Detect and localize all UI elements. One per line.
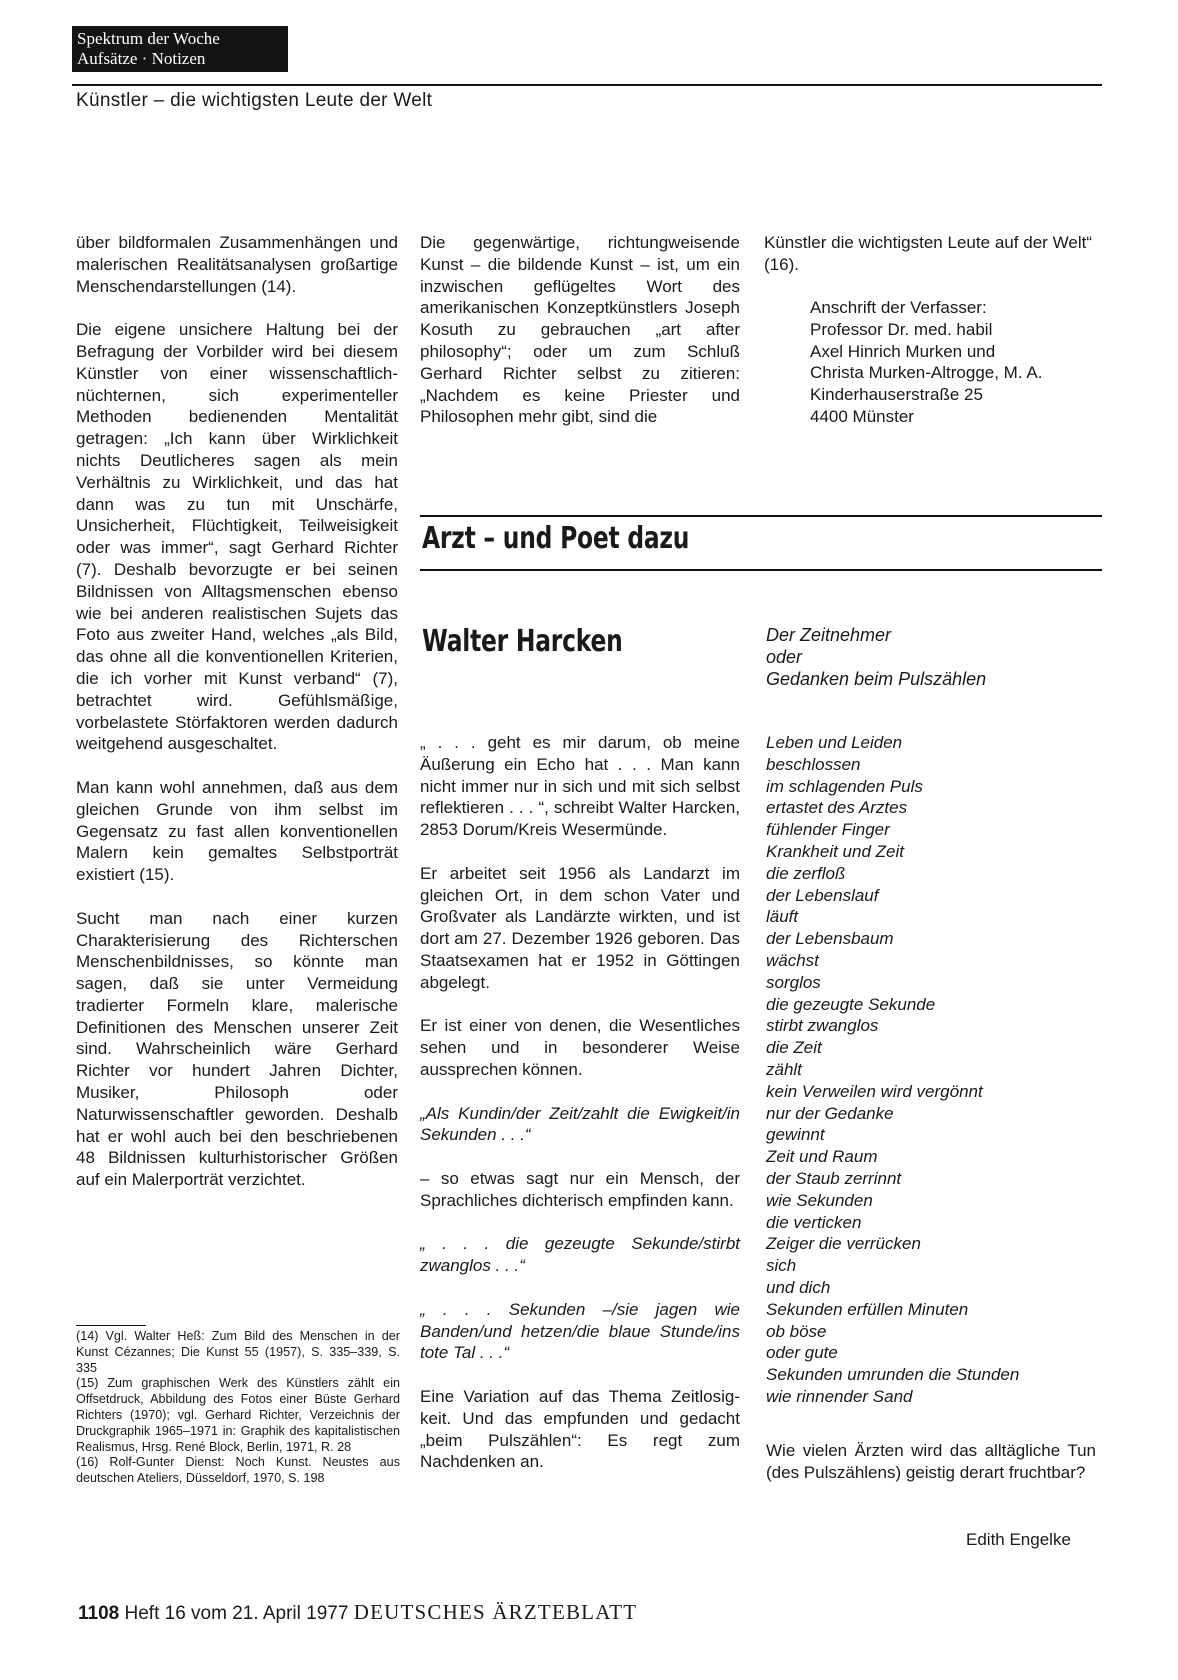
poem-line: Sekunden umrunden die Stunden (766, 1365, 1020, 1385)
poem-line: Leben und Leiden (766, 733, 903, 752)
poem (766, 732, 1019, 1408)
poem-line: wie rinnender Sand (766, 1386, 913, 1406)
poem-line: ertastet des Arztes (766, 798, 908, 818)
paragraph: Künstler die wichtigsten Leute auf der Welt“ (16). (764, 233, 1092, 274)
paragraph: Die gegenwärtige, richtungweisende Kunst – die bildende Kunst – ist, um ein inzwischen geflügeltes Wort des amerikanischen Konzeptkünstlers Joseph Kosuth zu gebrauchen „art after philosophy“; oder um zum Schluß Gerhard Richter selbst zu zitieren: „Nachdem es keine Priester und Philosophen mehr gibt, sind die (420, 233, 740, 427)
author-signature: Edith Engelke (966, 1530, 1071, 1549)
poem-line: der Lebensbaum (766, 929, 894, 949)
address-line: Christa Murken-Altrogge, M. A. (810, 363, 1043, 383)
article-column-1 (76, 232, 398, 1213)
poem-line: zählt (766, 1059, 802, 1079)
footnotes (76, 1329, 400, 1487)
paragraph: – so etwas sagt nur ein Mensch, der Sprachliches dichterisch empfinden kann. (420, 1168, 740, 1210)
poem-line: Krankheit und Zeit (766, 841, 904, 861)
paragraph: Sucht man nach einer kurzen Charakterisierung des Richterschen Menschenbildnisses, so könnte man sagen, daß sie unter Vermeidung tradierter Formeln klare, malerische Definitionen des Menschen unserer Zeit sind. Wahrscheinlich wäre Gerhard Richter vor hundert Jahren Dichter, Musiker, Philosoph oder Naturwissenschaftler geworden. Deshalb hat er wohl auch bei den beschriebenen 48 Bildnissen kulturhistorischer Größen auf ein Malerporträt verzichtet. (76, 908, 398, 1190)
address-line: Anschrift der Verfasser: (810, 298, 987, 317)
poem-line: sich (766, 1256, 797, 1276)
paragraph: „ . . . geht es mir darum, ob meine Äußerung ein Echo hat . . . Man kann nicht immer nur in sich und mit sich selbst reflektieren . . . “, schreibt Walter Harcken, 2853 Dorum/Kreis Wesermünde. (420, 733, 740, 840)
poem-line: wie Sekunden (766, 1190, 873, 1210)
footnote-rule (76, 1325, 146, 1326)
poem-line: nur der Gedanke (766, 1103, 894, 1123)
paragraph: Eine Variation auf das Thema Zeitlosig-keit. Und das empfunden und gedacht „beim Pulszählen“: Es regt zum Nachdenken an. (420, 1386, 740, 1472)
footnote: (16) Rolf-Gunter Dienst: Noch Kunst. Neustes aus deutschen Ateliers, Düsseldorf, 1970, S. 198 (76, 1455, 400, 1486)
headline-rule-top (420, 515, 1102, 517)
poem-title-line: oder (766, 647, 803, 667)
footnote: (14) Vgl. Walter Heß: Zum Bild des Menschen in der Kunst Cézannes; Die Kunst 55 (1957), S. 335–339, S. 335 (76, 1329, 400, 1375)
headline-rule-bottom (420, 569, 1102, 571)
address-line: Axel Hinrich Murken und (810, 341, 996, 361)
poem-line: ob böse (766, 1321, 827, 1341)
poem-line: läuft (766, 907, 799, 927)
magazine-name: DEUTSCHES ÄRZTEBLATT (353, 1600, 638, 1624)
article-column-3 (764, 232, 1092, 276)
page-footer (78, 1600, 637, 1625)
poem-line: kein Verweilen wird vergönnt (766, 1081, 983, 1101)
article-column-2 (420, 232, 740, 428)
paragraph: Man kann wohl annehmen, daß aus dem gleichen Grunde von ihm selbst im Gegensatz zu fast allen konventionellen Malern kein gemaltes Selbstporträt existiert (15). (76, 777, 398, 885)
poem-line: die Zeit (766, 1038, 822, 1058)
poem-line: Sekunden erfüllen Minuten (766, 1299, 969, 1319)
address-line: 4400 Münster (810, 406, 914, 426)
poem-line: oder gute (766, 1343, 838, 1363)
poet-name: Walter Harcken (422, 624, 623, 659)
paragraph: Er arbeitet seit 1956 als Landarzt im gleichen Ort, in dem schon Vater und Großvater als Landärzte wirkten, und ist dort am 27. Dezember 1926 geboren. Das Staatsexamen hat er 1952 in Göttingen abgelegt. (420, 863, 740, 992)
poem-line: beschlossen (766, 754, 861, 774)
footnote: (15) Zum graphischen Werk des Künstlers zählt ein Offsetdruck, Abbildung des Fotos einer Büste Gerhard Richters (1970); vgl. Gerhard Richter, Verzeichnis der Druckgraphik 1965–1971 in: Graphik des kapitalistischen Realismus, Hrsg. René Block, Berlin, 1971, R. 28 (76, 1376, 400, 1454)
article-headline: Arzt – und Poet dazu (422, 521, 690, 556)
poem-quote: „ . . . die gezeugte Sekunde/stirbt zwanglos . . .“ (420, 1234, 740, 1276)
address-line: Kinderhauserstraße 25 (810, 385, 983, 405)
running-title: Künstler – die wichtigsten Leute der Welt (76, 90, 433, 111)
poem-line: Zeiger die verrücken (766, 1234, 921, 1254)
poem-line: sorglos (766, 972, 821, 992)
section-sublabel: Aufsätze · Notizen (77, 49, 206, 68)
paragraph: Wie vielen Ärzten wird das alltägliche Tun (des Pulszählens) geistig derart fruchtbar? (766, 1441, 1096, 1482)
paragraph: Die eigene unsichere Haltung bei der Befragung der Vorbilder wird bei diesem Künstler von einer wissenschaftlich-nüchternen, sich experimenteller Methoden bedienenden Mentalität getragen: „Ich kann über Wirklichkeit nichts Deutlicheres sagen als mein Verhältnis zu Wirklichkeit, und das hat dann was zu tun mit Unschärfe, Unsicherheit, Flüchtigkeit, Teilweisigkeit oder was immer“, sagt Gerhard Richter (7). Deshalb bevorzugte er bei seinen Bildnissen von Alltagsmenschen ebenso wie bei anderen realistischen Sujets das Foto aus zweiter Hand, welches „als Bild, das ohne all die konventionellen Kriterien, die ich vorher mit Kunst verband“ (7), betrachtet wird. Gefühlsmäßige, vorbelastete Störfaktoren werden dadurch weitgehend ausgeschaltet. (76, 320, 398, 754)
article-body (420, 732, 740, 1473)
poem-line: fühlender Finger (766, 820, 890, 840)
poem-line: der Staub zerrinnt (766, 1168, 902, 1188)
poem-line: die zerfloß (766, 863, 846, 883)
address-line: Professor Dr. med. habil (810, 319, 993, 339)
poem-line: die gezeugte Sekunde (766, 994, 936, 1014)
section-label: Spektrum der Woche (77, 29, 220, 48)
poem-line: gewinnt (766, 1125, 825, 1145)
paragraph: Er ist einer von denen, die Wesentliches sehen und in besonderer Weise aussprechen können. (420, 1016, 740, 1079)
paragraph: über bildformalen Zusammenhängen und malerischen Realitätsanalysen großartige Menschendarstellungen (14). (76, 233, 398, 296)
poem-line: Zeit und Raum (766, 1147, 878, 1167)
poem-line: im schlagenden Puls (766, 776, 923, 796)
author-address (810, 297, 1042, 428)
poem-quote: „Als Kundin/der Zeit/zahlt die Ewigkeit/in Sekunden . . .“ (420, 1103, 740, 1145)
section-badge (72, 26, 288, 72)
poem-line: wächst (766, 950, 819, 970)
issue-info: Heft 16 vom 21. April 1977 (124, 1603, 349, 1624)
poem-line: der Lebenslauf (766, 885, 879, 905)
poem-quote: „ . . . Sekunden –/sie jagen wie Banden/und hetzen/die blaue Stunde/ins tote Tal . . .“ (420, 1299, 740, 1363)
poem-title-line: Der Zeitnehmer (766, 625, 892, 645)
poem-line: und dich (766, 1277, 831, 1297)
poem-line: stirbt zwanglos (766, 1016, 879, 1036)
poem-title (766, 624, 986, 690)
page-number: 1108 (78, 1603, 120, 1624)
poem-title-line: Gedanken beim Pulszählen (766, 669, 987, 689)
closing-question (766, 1440, 1096, 1484)
header-rule (72, 84, 1102, 86)
poem-line: die verticken (766, 1212, 862, 1232)
